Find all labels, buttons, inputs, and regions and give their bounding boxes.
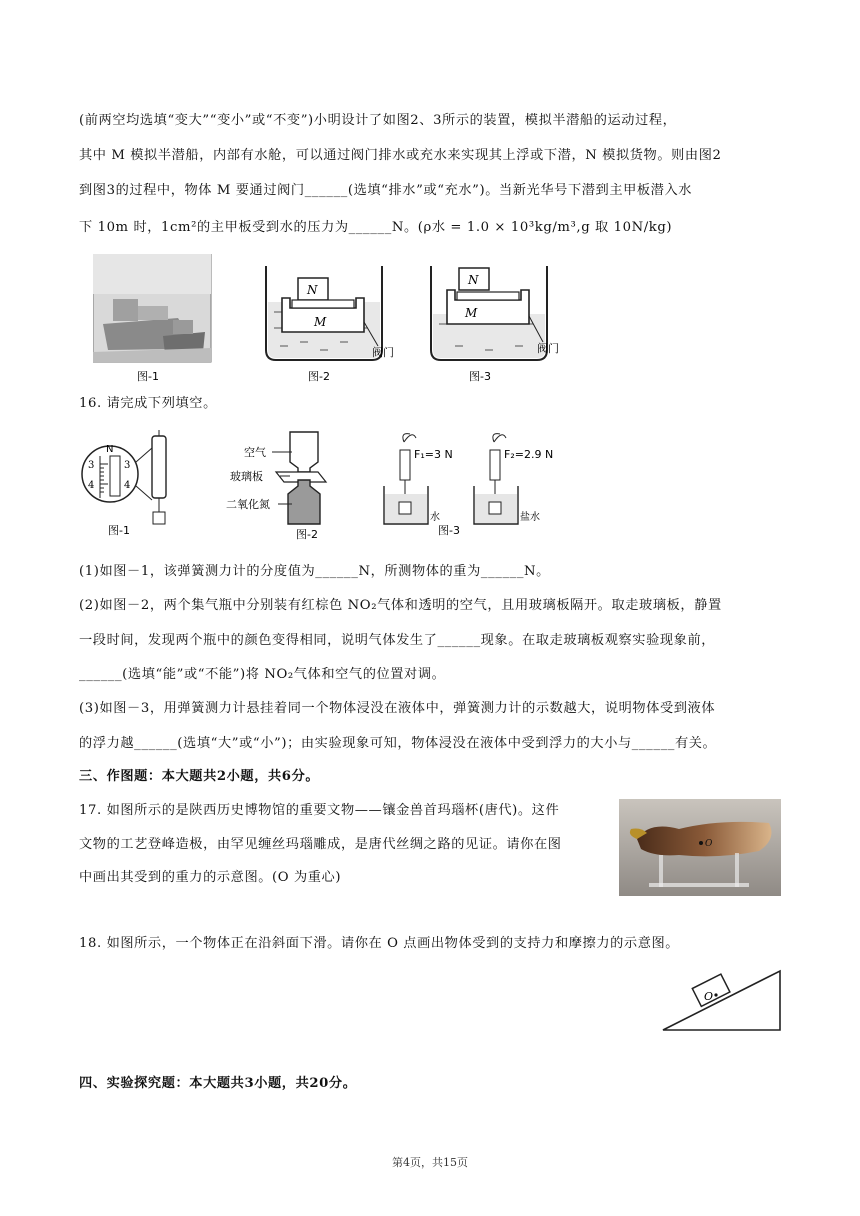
q16-fig3-f2-label: F₂=2.9 N: [504, 448, 554, 461]
q16-fig1-tick-3a: 3: [88, 460, 95, 471]
q15-fig2-label-n: N: [307, 283, 318, 297]
q18-point-o-label: O: [704, 990, 714, 1003]
q16-fig3-f1-label: F₁=3 N: [414, 448, 453, 461]
q15-figure-3-diagram: [425, 262, 575, 386]
q15-fig3-caption: 图-3: [469, 370, 491, 383]
q17-line-1: 17. 如图所示的是陕西历史博物馆的重要文物——镶金兽首玛瑙杯(唐代)。这件: [79, 803, 560, 818]
q15-line-3: 到图3的过程中，物体 M 要通过阀门______(选填“排水”或“充水”)。当新光华号下潜到主甲板潜入水: [79, 183, 693, 198]
q16-title: 16. 请完成下列填空。: [79, 396, 217, 411]
q16-part-2-line-2: 一段时间，发现两个瓶中的颜色变得相同，说明气体发生了______现象。在取走玻璃板观察实验现象前，: [79, 633, 716, 648]
q16-fig1-tick-4a: 4: [88, 480, 95, 491]
q15-line-4: 下 10m 时，1cm²的主甲板受到水的压力为______N。(ρ水 = 1.0 × 10³kg/m³,g 取 10N/kg): [79, 220, 673, 235]
q16-figure-1-spring-scale: [80, 428, 190, 538]
q17-line-2: 文物的工艺登峰造极，由罕见缠丝玛瑙雕成，是唐代丝绸之路的见证。请你在图: [79, 837, 562, 852]
q15-fig1-caption: 图-1: [137, 370, 159, 383]
q16-figure-3-beakers: [380, 428, 580, 540]
q16-fig2-no2-label: 二氧化氮: [226, 498, 270, 511]
q16-fig2-air-label: 空气: [244, 446, 266, 459]
q16-part-1: (1)如图－1，该弹簧测力计的分度值为______N，所测物体的重为______N。: [79, 564, 550, 579]
q16-fig3-salt-label: 盐水: [520, 512, 540, 523]
q15-fig3-label-n: N: [468, 273, 479, 287]
q15-figure-1-ship-photo: [93, 254, 213, 384]
q16-part-2-line-3: ______(选填“能”或“不能”)将 NO₂气体和空气的位置对调。: [79, 667, 446, 682]
section-4-heading: 四、实验探究题：本大题共3小题，共20分。: [79, 1076, 357, 1091]
q15-fig2-caption: 图-2: [308, 370, 330, 383]
q17-center-of-gravity-label: O: [705, 839, 713, 849]
q15-figure-2-diagram: [260, 262, 410, 386]
q16-fig1-tick-4b: 4: [124, 480, 131, 491]
q16-fig1-tick-3b: 3: [124, 460, 131, 471]
q17-artifact-photo: [619, 799, 781, 896]
q16-fig1-unit: N: [106, 444, 114, 455]
q15-fig2-label-m: M: [314, 315, 327, 329]
q15-line-1: (前两空均选填“变大”“变小”或“不变”)小明设计了如图2、3所示的装置，模拟半潜船的运动过程，: [79, 113, 677, 128]
section-3-heading: 三、作图题：本大题共2小题，共6分。: [79, 769, 320, 784]
q15-line-2: 其中 M 模拟半潜船，内部有水舱，可以通过阀门排水或充水来实现其上浮或下潜，N 模拟货物。则由图2: [79, 148, 722, 163]
q15-fig3-label-m: M: [465, 306, 478, 320]
q18-incline-diagram: [660, 968, 784, 1034]
q16-fig2-glass-label: 玻璃板: [230, 470, 263, 483]
q16-fig3-water-label: 水: [430, 512, 440, 523]
q17-line-3: 中画出其受到的重力的示意图。(O 为重心): [79, 870, 342, 885]
q16-part-3-line-1: (3)如图－3，用弹簧测力计悬挂着同一个物体浸没在液体中，弹簧测力计的示数越大，说明物体受到液体: [79, 701, 716, 716]
q16-fig1-caption: 图-1: [108, 524, 130, 537]
q15-fig2-valve-label: 阀门: [372, 346, 394, 359]
page-footer: 第4页，共15页: [392, 1156, 468, 1169]
q18-text: 18. 如图所示，一个物体正在沿斜面下滑。请你在 O 点画出物体受到的支持力和摩擦力的示意图。: [79, 936, 680, 951]
q16-part-2-line-1: (2)如图－2，两个集气瓶中分别装有红棕色 NO₂气体和透明的空气，且用玻璃板隔开。取走玻璃板，静置: [79, 598, 722, 613]
q16-figure-2-gas-bottles: [226, 428, 346, 540]
q16-fig2-caption: 图-2: [296, 528, 318, 540]
q16-fig3-caption: 图-3: [438, 524, 460, 537]
q15-fig3-valve-label: 阀门: [537, 342, 559, 355]
q16-part-3-line-2: 的浮力越______(选填“大”或“小”)；由实验现象可知，物体浸没在液体中受到浮力的大小与______有关。: [79, 736, 717, 751]
